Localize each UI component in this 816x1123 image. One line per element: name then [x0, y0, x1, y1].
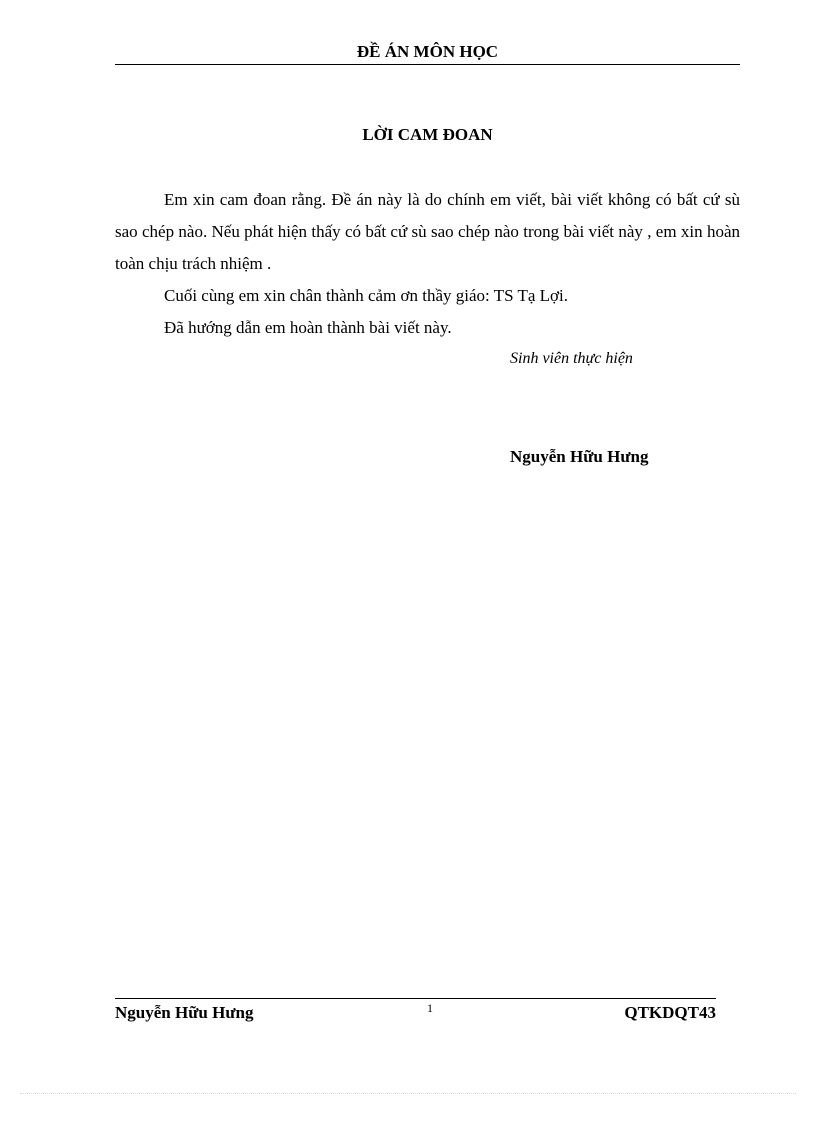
footer-author: Nguyễn Hữu Hưng [115, 1003, 254, 1022]
footer-page-number: 1 [427, 1001, 433, 1015]
header-title: ĐỀ ÁN MÔN HỌC [356, 42, 499, 61]
document-title: LỜI CAM ĐOAN [362, 125, 493, 144]
signature-role: Sinh viên thực hiện [510, 350, 633, 367]
document-body [115, 184, 740, 344]
footer-class-code: QTKDQT43 [624, 1003, 716, 1022]
page-bottom-border [20, 1093, 796, 1094]
signature-name: Nguyễn Hữu Hưng [510, 447, 649, 466]
paragraph-guidance: Đã hướng dẫn em hoàn thành bài viết này. [164, 318, 452, 337]
header-rule [115, 64, 740, 65]
footer-rule [115, 998, 716, 999]
paragraph-declaration: Em xin cam đoan rằng. Đề án này là do chính em viết, bài viết không có bất cứ sù sao chép nào. Nếu phát hiện thấy có bất cứ sù sao chép nào trong bài viết này , em xin hoàn toàn chịu trách nhiệm . [115, 190, 740, 273]
paragraph-thanks: Cuối cùng em xin chân thành cảm ơn thầy giáo: TS Tạ Lợi. [164, 286, 569, 305]
